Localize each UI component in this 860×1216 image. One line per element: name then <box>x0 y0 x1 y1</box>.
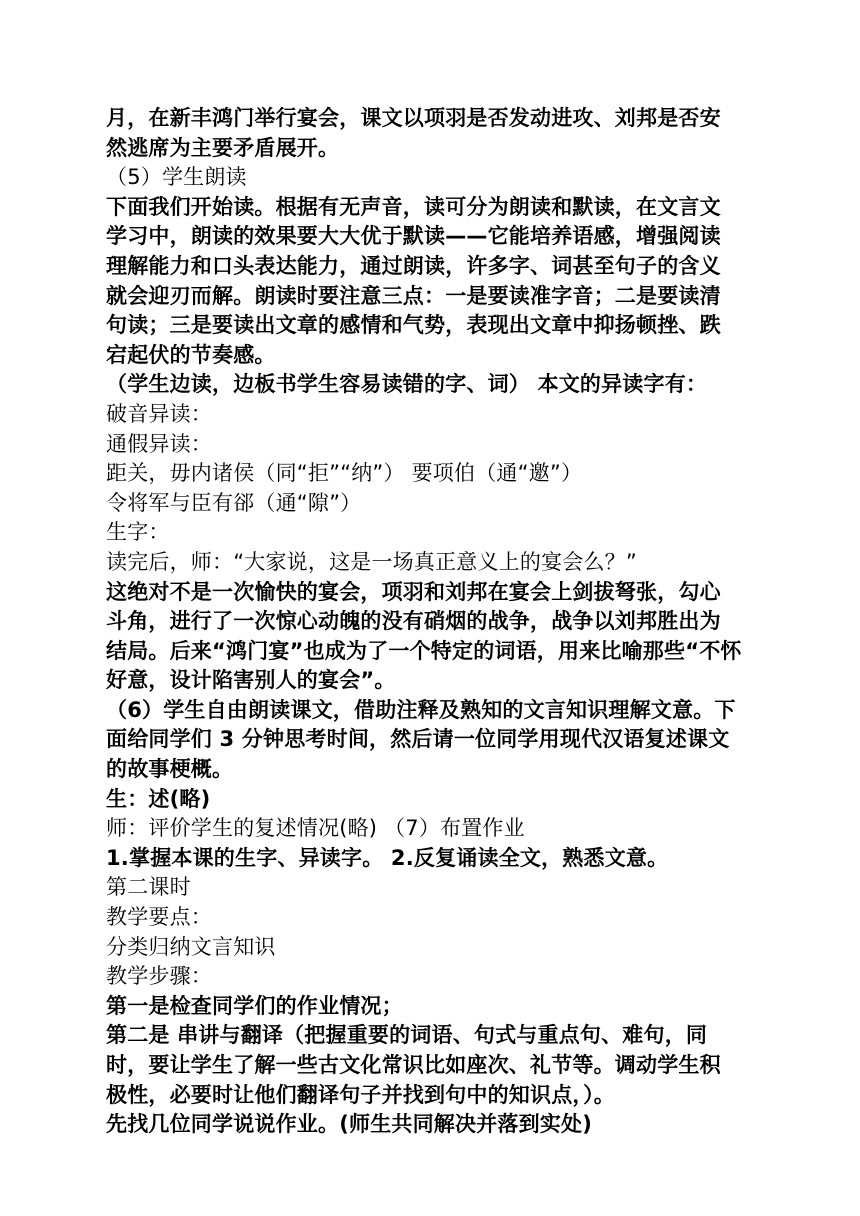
text-line: 然逃席为主要矛盾展开。 <box>106 135 340 160</box>
text-line: 的故事梗概。 <box>106 757 234 782</box>
text-line: （学生边读，边板书学生容易读错的字、词） 本文的异读字有： <box>106 372 708 397</box>
text-line: 宕起伏的节奏感。 <box>106 342 276 367</box>
text-line: 结局。后来“鸿门宴”也成为了一个特定的词语，用来比喻那些“不怀 <box>106 638 742 663</box>
document-body <box>106 104 756 1140</box>
text-line: 下面我们开始读。根据有无声音，读可分为朗读和默读，在文言文 <box>106 194 721 219</box>
text-line: 就会迎刃而解。朗读时要注意三点：一是要读准字音；二是要读清 <box>106 283 721 308</box>
text-line: 这绝对不是一次愉快的宴会，项羽和刘邦在宴会上剑拔弩张，勾心 <box>106 579 721 604</box>
text-line: 分类归纳文言知识 <box>106 934 276 959</box>
lesson-heading: 第二课时 <box>106 875 191 900</box>
text-line: 师：评价学生的复述情况(略) （7）布置作业 <box>106 816 525 841</box>
text-line: 月，在新丰鸿门举行宴会，课文以项羽是否发动进攻、刘邦是否安 <box>106 106 721 130</box>
text-line: 教学要点： <box>106 905 212 930</box>
text-line: 时，要让学生了解一些古文化常识比如座次、礼节等。调动学生积 <box>106 1053 721 1077</box>
text-line: 面给同学们 3 分钟思考时间，然后请一位同学用现代汉语复述课文 <box>106 727 730 752</box>
text-line: 斗角，进行了一次惊心动魄的没有硝烟的战争，战争以刘邦胜出为 <box>106 609 721 634</box>
text-line: 生：述(略) <box>106 786 211 811</box>
text-line: 先找几位同学说说作业。(师生共同解决并落到实处) <box>106 1112 592 1137</box>
text-line: （6）学生自由朗读课文，借助注释及熟知的文言知识理解文意。下 <box>106 697 736 722</box>
text-line: 极性，必要时让他们翻译句子并找到句中的知识点，）。 <box>106 1082 615 1107</box>
text-line: 第二是 串讲与翻译（把握重要的词语、句式与重点句、难句，同 <box>106 1023 708 1048</box>
text-line: 好意，设计陷害别人的宴会”。 <box>106 668 396 693</box>
text-line: 第一是检查同学们的作业情况； <box>106 993 403 1018</box>
text-line: 教学步骤： <box>106 964 212 989</box>
text-line: 令将军与臣有郤（通“隙”） <box>106 490 362 515</box>
text-line: 通假异读： <box>106 431 212 456</box>
text-line: 句读；三是要读出文章的感情和气势，表现出文章中抑扬顿挫、跌 <box>106 313 721 338</box>
text-line: 1.掌握本课的生字、异读字。 2.反复诵读全文，熟悉文意。 <box>106 845 669 870</box>
text-line: 学习中，朗读的效果要大大优于默读——它能培养语感，增强阅读 <box>106 224 721 249</box>
text-line: 读完后，师：“大家说，这是一场真正意义上的宴会么？” <box>106 549 637 574</box>
text-line: 破音异读： <box>106 401 212 426</box>
text-line: 理解能力和口头表达能力，通过朗读，许多字、词甚至句子的含义 <box>106 253 721 278</box>
section-heading: （5）学生朗读 <box>106 165 247 190</box>
text-line: 距关，毋内诸侯（同“拒”“纳”） 要项伯（通“邀”） <box>106 461 583 486</box>
text-line: 生字： <box>106 520 170 545</box>
